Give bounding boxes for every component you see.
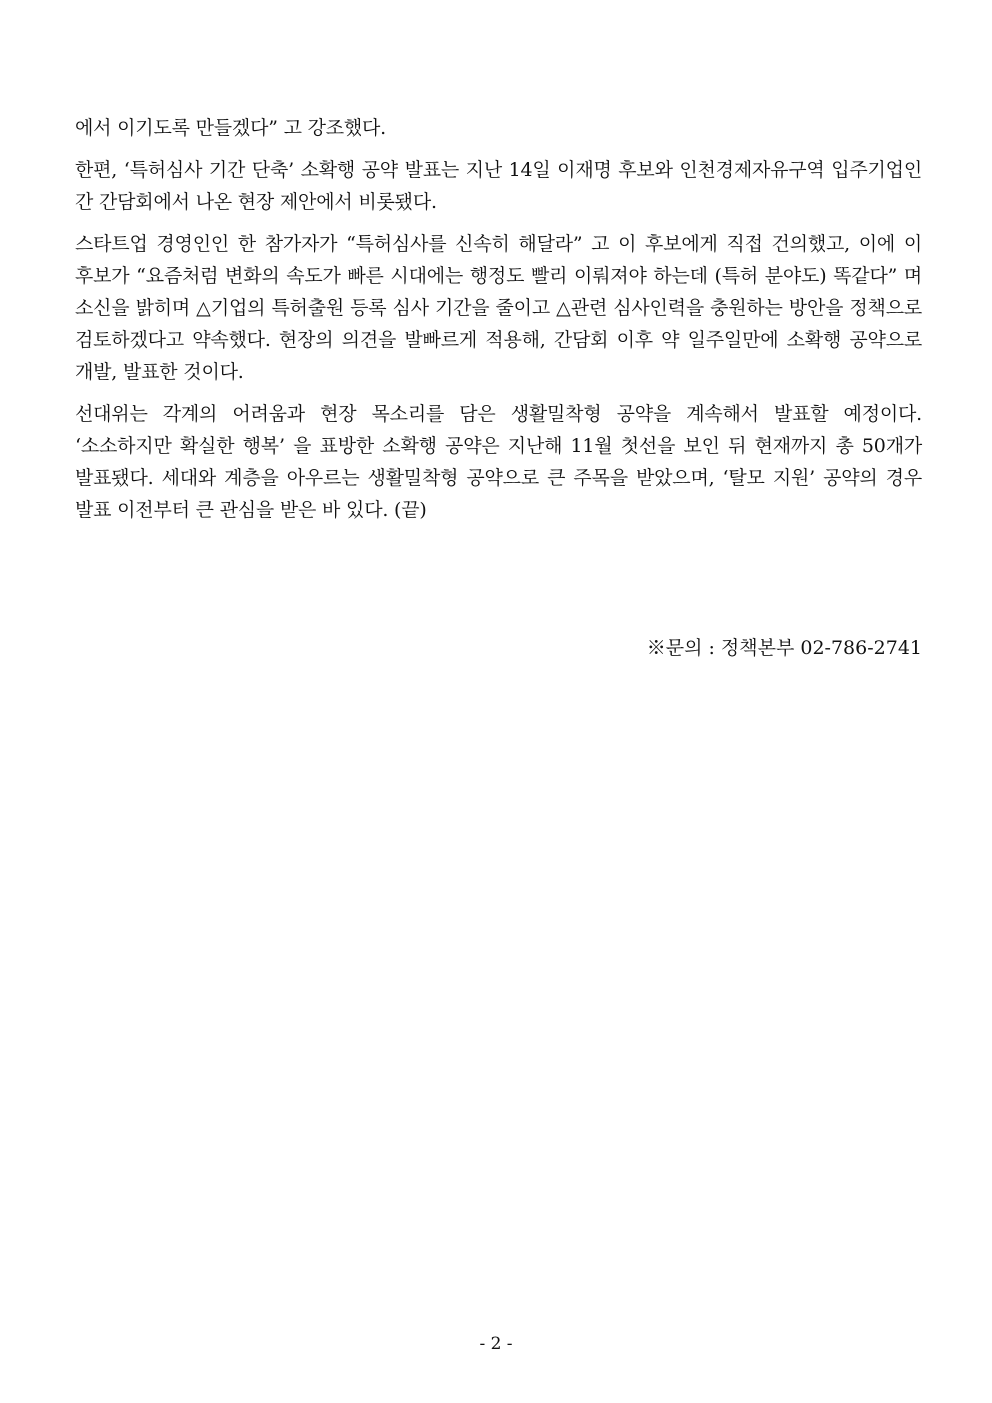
document-body xyxy=(75,112,922,536)
contact-info: ※문의 : 정책본부 02-786-2741 xyxy=(646,637,922,659)
paragraph-pledge-plans: 선대위는 각계의 어려움과 현장 목소리를 담은 생활밀착형 공약을 계속해서 발표할 예정이다. ‘소소하지만 확실한 행복’ 을 표방한 소확행 공약은 지난해 11월 첫선을 보인 뒤 현재까지 총 50개가 발표됐다. 세대와 계층을 아우르는 생활밀착형 공약으로 큰 주목을 받았으며, ‘탈모 지원’ 공약의 경우 발표 이전부터 큰 관심을 받은 바 있다. (끝) xyxy=(75,403,922,521)
paragraph-startup-suggestion: 스타트업 경영인인 한 참가자가 “특허심사를 신속히 해달라” 고 이 후보에게 직접 건의했고, 이에 이 후보가 “요즘처럼 변화의 속도가 빠른 시대에는 행정도 빨리 이뤄져야 하는데 (특허 분야도) 똑같다” 며 소신을 밝히며 △기업의 특허출원 등록 심사 기간을 줄이고 △관련 심사인력을 충원하는 방안을 정책으로 검토하겠다고 약속했다. 현장의 의견을 발빠르게 적용해, 간담회 이후 약 일주일만에 소확행 공약으로 개발, 발표한 것이다. xyxy=(75,233,922,383)
paragraph-continuation: 에서 이기도록 만들겠다” 고 강조했다. xyxy=(75,117,387,139)
page-number: - 2 - xyxy=(479,1334,513,1354)
paragraph-announcement-origin: 한편, ‘특허심사 기간 단축’ 소확행 공약 발표는 지난 14일 이재명 후보와 인천경제자유구역 입주기업인 간 간담회에서 나온 현장 제안에서 비롯됐다. xyxy=(75,159,922,213)
